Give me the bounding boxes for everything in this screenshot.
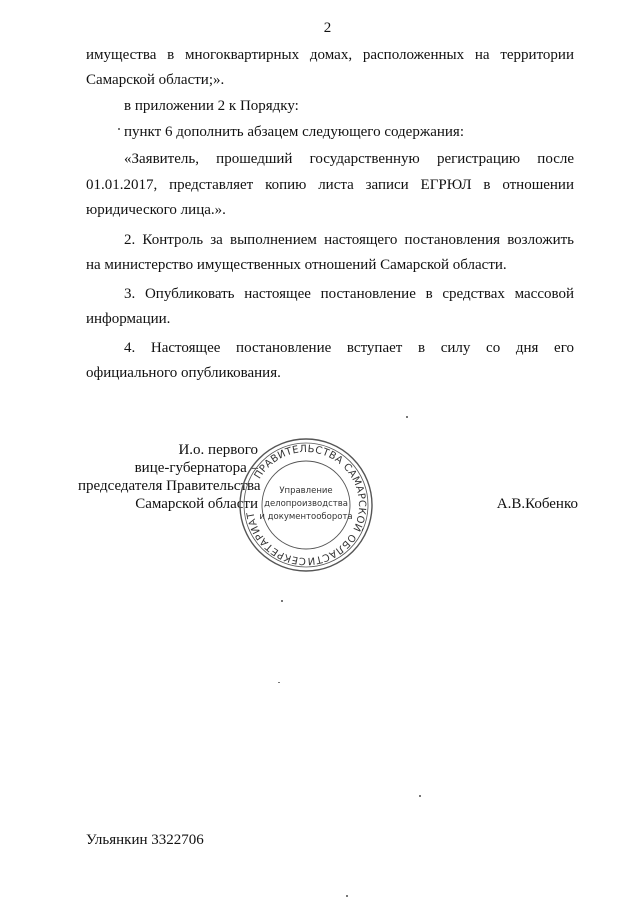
paragraph-4-line-2: 01.01.2017, представляет копию листа записи ЕГРЮЛ в отношении	[86, 177, 574, 193]
paragraph-1-line-1: имущества в многоквартирных домах, расположенных на территории	[86, 47, 574, 63]
signature-role-line-2: вице-губернатора –	[134, 460, 258, 476]
paragraph-4-line-3: юридического лица.».	[86, 202, 226, 218]
scan-speck	[281, 600, 283, 602]
signature-block	[78, 441, 261, 513]
paragraph-7-line-2: официального опубликования.	[86, 365, 281, 381]
paragraph-4-line-1: «Заявитель, прошедший государственную регистрацию после	[124, 151, 574, 167]
paragraph-2: в приложении 2 к Порядку:	[124, 98, 299, 114]
signature-name: А.В.Кобенко	[496, 496, 578, 512]
stamp-center-line-1: Управление	[279, 486, 333, 496]
paragraph-6-line-2: информации.	[86, 311, 171, 327]
page-number: 2	[323, 20, 332, 36]
scan-speck	[346, 895, 348, 897]
stamp-center-line-2: делопроизводства	[264, 499, 348, 509]
signature-role-line-4: Самарской области	[135, 496, 258, 512]
paragraph-7-line-1: 4. Настоящее постановление вступает в силу со дня его	[124, 340, 574, 356]
paragraph-1-line-2: Самарской области;».	[86, 72, 225, 88]
official-stamp	[238, 437, 374, 573]
scan-speck	[419, 795, 421, 797]
scan-speck	[278, 682, 280, 683]
signature-role-line-1: И.о. первого	[178, 442, 258, 458]
paragraph-3: пункт 6 дополнить абзацем следующего содержания:	[124, 124, 464, 140]
stamp-ring-text: ПРАВИТЕЛЬСТВА САМАРСКОЙ ОБЛАСТИ	[252, 443, 368, 567]
paragraph-5-line-1: 2. Контроль за выполнением настоящего постановления возложить	[124, 232, 574, 248]
paragraph-5-line-2: на министерство имущественных отношений Самарской области.	[86, 257, 507, 273]
footer-author: Ульянкин 3322706	[86, 832, 204, 848]
stamp-ring-text-left: СЕКРЕТАРИАТ	[245, 510, 307, 567]
stamp-center-line-3: и документооборота	[259, 512, 353, 522]
scan-speck	[406, 416, 408, 418]
signature-role-line-3: председателя Правительства	[78, 478, 261, 494]
paragraph-6-line-1: 3. Опубликовать настоящее постановление в средствах массовой	[124, 286, 574, 302]
scan-speck	[118, 128, 120, 130]
